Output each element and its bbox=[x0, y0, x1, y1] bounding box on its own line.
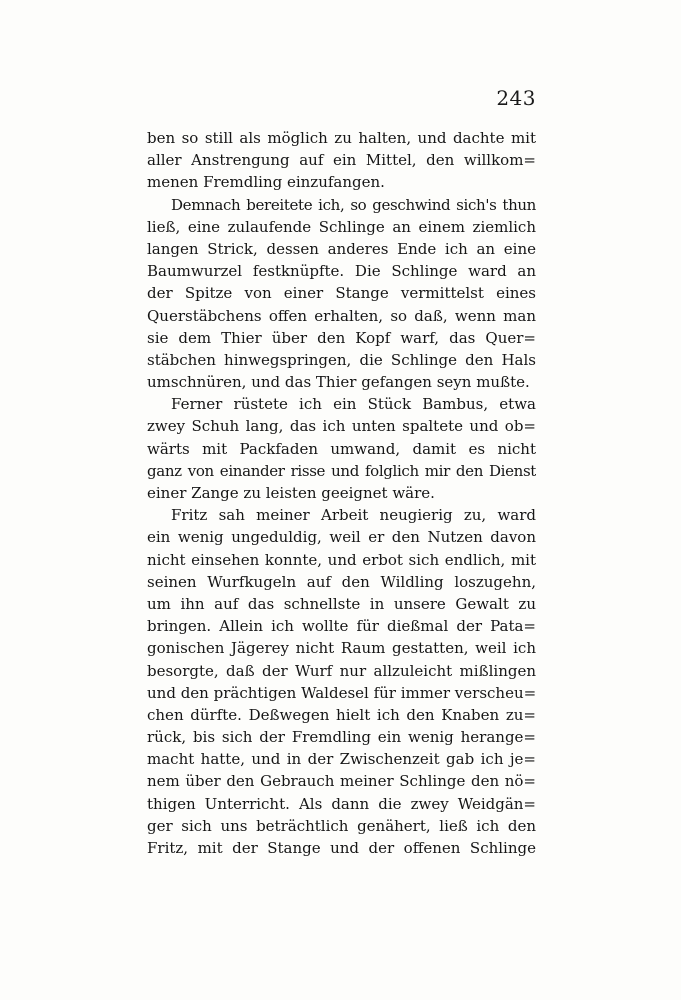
text-line: sie dem Thier über den Kopf warf, das Quer= bbox=[147, 328, 536, 347]
text-line: stäbchen hinwegspringen, die Schlinge den Hals bbox=[147, 350, 536, 369]
text-line: ließ, eine zulaufende Schlinge an einem ziemlich bbox=[147, 217, 536, 236]
text-line: einer Zange zu leisten geeignet wäre. bbox=[147, 484, 435, 502]
text-line: nem über den Gebrauch meiner Schlinge den nö= bbox=[147, 772, 536, 791]
text-line: wärts mit Packfaden umwand, damit es nicht bbox=[147, 439, 536, 458]
text-line: besorgte, daß der Wurf nur allzuleicht mißlingen bbox=[147, 661, 536, 680]
text-line: ein wenig ungeduldig, weil er den Nutzen davon bbox=[147, 528, 536, 547]
text-line: langen Strick, dessen anderes Ende ich an eine bbox=[147, 239, 536, 258]
page-number: 243 bbox=[496, 86, 536, 110]
text-line: menen Fremdling einzufangen. bbox=[147, 173, 385, 192]
text-line: ger sich uns beträchtlich genähert, ließ ich den bbox=[147, 816, 536, 835]
text-line: ben so still als möglich zu halten, und dachte mit bbox=[147, 129, 536, 147]
text-line: Demnach bereitete ich, so geschwind sich's thun bbox=[171, 195, 536, 214]
text-line: nicht einsehen konnte, und erbot sich endlich, mit bbox=[147, 550, 536, 569]
text-line: und den prächtigen Waldesel für immer verscheu= bbox=[147, 683, 536, 702]
text-line: Baumwurzel festknüpfte. Die Schlinge ward an bbox=[147, 262, 536, 281]
text-line: Querstäbchens offen erhalten, so daß, wenn man bbox=[147, 306, 536, 325]
text-line: Ferner rüstete ich ein Stück Bambus, etwa bbox=[171, 395, 536, 414]
text-line: Fritz, mit der Stange und der offenen Schlinge bbox=[147, 839, 536, 857]
text-line: umschnüren, und das Thier gefangen seyn mußte. bbox=[147, 373, 530, 392]
text-line: chen dürfte. Deßwegen hielt ich den Knaben zu= bbox=[147, 705, 536, 724]
text-line: zwey Schuh lang, das ich unten spaltete und ob= bbox=[147, 417, 536, 436]
text-line: der Spitze von einer Stange vermittelst eines bbox=[147, 284, 536, 303]
text-line: rück, bis sich der Fremdling ein wenig herange= bbox=[147, 728, 536, 747]
text-line: Fritz sah meiner Arbeit neugierig zu, ward bbox=[171, 506, 536, 525]
text-line: aller Anstrengung auf ein Mittel, den willkom= bbox=[147, 151, 536, 170]
text-line: ganz von einander risse und folglich mir den Dienst bbox=[147, 461, 536, 480]
body-text bbox=[147, 127, 536, 859]
text-line: um ihn auf das schnellste in unsere Gewalt zu bbox=[147, 594, 536, 613]
text-line: gonischen Jägerey nicht Raum gestatten, weil ich bbox=[147, 639, 536, 658]
text-line: bringen. Allein ich wollte für dießmal der Pata= bbox=[147, 617, 536, 636]
text-line: thigen Unterricht. Als dann die zwey Weidgän= bbox=[147, 794, 536, 813]
text-line: seinen Wurfkugeln auf den Wildling loszugehn, bbox=[147, 572, 536, 591]
text-line: macht hatte, und in der Zwischenzeit gab ich je= bbox=[147, 750, 536, 769]
